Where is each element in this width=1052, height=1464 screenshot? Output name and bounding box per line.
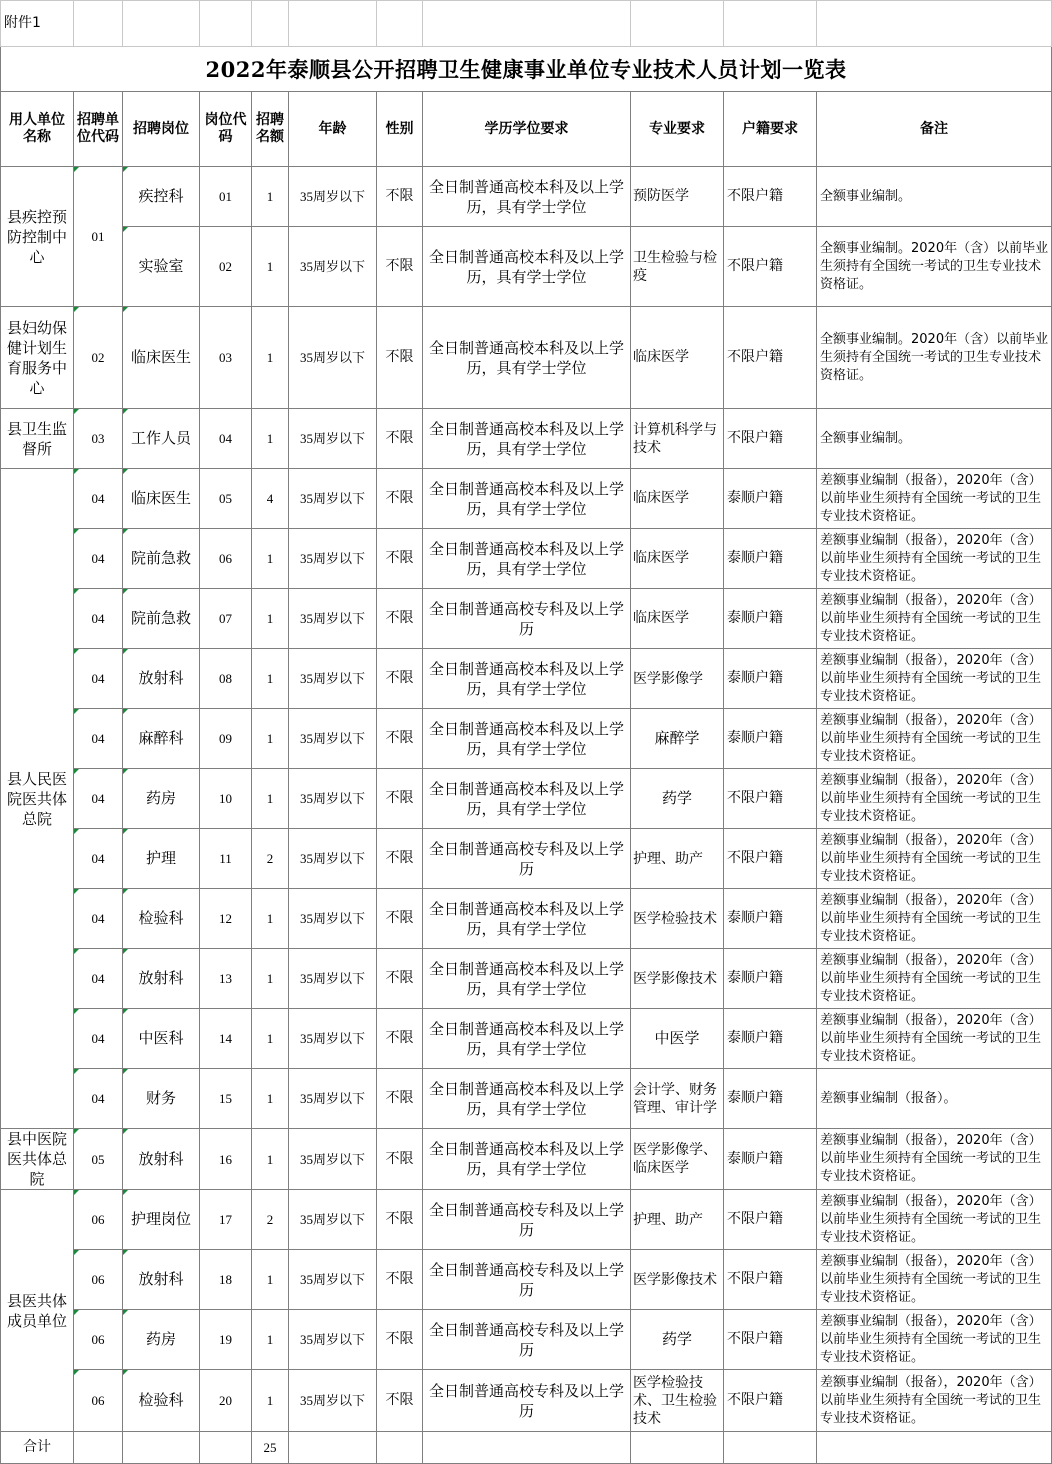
table-row [1, 1009, 1052, 1069]
quota-value: 1 [252, 889, 289, 949]
major-requirement: 药学 [631, 769, 724, 829]
empty-cell [289, 1432, 377, 1464]
gender-requirement: 不限 [377, 307, 423, 409]
gender-requirement: 不限 [377, 1250, 423, 1310]
table-row [1, 1190, 1052, 1250]
age-requirement: 35周岁以下 [289, 829, 377, 889]
post-name: 中医科 [123, 1009, 200, 1069]
table-row [1, 1370, 1052, 1432]
major-requirement: 临床医学 [631, 529, 724, 589]
header-age: 年龄 [289, 92, 377, 167]
header-education: 学历学位要求 [423, 92, 631, 167]
table-row [1, 167, 1052, 227]
education-requirement: 全日制普通高校本科及以上学历，具有学士学位 [423, 1069, 631, 1129]
unit-code: 04 [74, 469, 123, 529]
household-requirement: 不限户籍 [724, 769, 817, 829]
total-label: 合计 [1, 1432, 74, 1464]
unit-code: 06 [74, 1370, 123, 1432]
unit-code: 04 [74, 949, 123, 1009]
quota-value: 1 [252, 709, 289, 769]
post-code: 15 [200, 1069, 252, 1129]
table-row [1, 829, 1052, 889]
household-requirement: 不限户籍 [724, 409, 817, 469]
unit-code: 04 [74, 649, 123, 709]
quota-value: 1 [252, 1370, 289, 1432]
remark: 差额事业编制（报备），2020年（含）以前毕业生须持有全国统一考试的卫生专业技术资格证。 [817, 589, 1052, 649]
header-post: 招聘岗位 [123, 92, 200, 167]
post-name: 院前急救 [123, 529, 200, 589]
remark: 差额事业编制（报备），2020年（含）以前毕业生须持有全国统一考试的卫生专业技术资格证。 [817, 1370, 1052, 1432]
post-name: 放射科 [123, 949, 200, 1009]
unit-code: 04 [74, 769, 123, 829]
attachment-row [1, 1, 1052, 47]
education-requirement: 全日制普通高校本科及以上学历，具有学士学位 [423, 889, 631, 949]
age-requirement: 35周岁以下 [289, 1129, 377, 1190]
unit-code: 06 [74, 1190, 123, 1250]
empty-cell [724, 1432, 817, 1464]
post-code: 05 [200, 469, 252, 529]
major-requirement: 临床医学 [631, 307, 724, 409]
age-requirement: 35周岁以下 [289, 307, 377, 409]
education-requirement: 全日制普通高校本科及以上学历，具有学士学位 [423, 469, 631, 529]
age-requirement: 35周岁以下 [289, 889, 377, 949]
post-code: 02 [200, 227, 252, 307]
post-name: 药房 [123, 1310, 200, 1370]
post-code: 16 [200, 1129, 252, 1190]
household-requirement: 泰顺户籍 [724, 649, 817, 709]
header-unit-code: 招聘单位代码 [74, 92, 123, 167]
unit-code: 03 [74, 409, 123, 469]
household-requirement: 泰顺户籍 [724, 949, 817, 1009]
post-name: 检验科 [123, 1370, 200, 1432]
table-row [1, 469, 1052, 529]
table-row [1, 709, 1052, 769]
gender-requirement: 不限 [377, 649, 423, 709]
post-code: 13 [200, 949, 252, 1009]
age-requirement: 35周岁以下 [289, 1069, 377, 1129]
post-name: 药房 [123, 769, 200, 829]
post-code: 01 [200, 167, 252, 227]
post-name: 临床医生 [123, 469, 200, 529]
unit-code: 06 [74, 1250, 123, 1310]
age-requirement: 35周岁以下 [289, 709, 377, 769]
age-requirement: 35周岁以下 [289, 649, 377, 709]
household-requirement: 泰顺户籍 [724, 1009, 817, 1069]
education-requirement: 全日制普通高校专科及以上学历 [423, 1250, 631, 1310]
education-requirement: 全日制普通高校本科及以上学历，具有学士学位 [423, 1129, 631, 1190]
major-requirement: 护理、助产 [631, 829, 724, 889]
unit-code: 04 [74, 589, 123, 649]
table-row [1, 769, 1052, 829]
quota-value: 1 [252, 307, 289, 409]
household-requirement: 不限户籍 [724, 829, 817, 889]
post-name: 护理 [123, 829, 200, 889]
quota-value: 1 [252, 1069, 289, 1129]
gender-requirement: 不限 [377, 1370, 423, 1432]
quota-value: 1 [252, 1129, 289, 1190]
unit-code: 04 [74, 829, 123, 889]
age-requirement: 35周岁以下 [289, 409, 377, 469]
quota-value: 2 [252, 829, 289, 889]
major-requirement: 医学影像技术 [631, 1250, 724, 1310]
table-row [1, 1069, 1052, 1129]
remark: 差额事业编制（报备），2020年（含）以前毕业生须持有全国统一考试的卫生专业技术资格证。 [817, 709, 1052, 769]
unit-code: 04 [74, 1069, 123, 1129]
post-name: 放射科 [123, 649, 200, 709]
post-code: 18 [200, 1250, 252, 1310]
empty-cell [817, 1432, 1052, 1464]
table-row [1, 1250, 1052, 1310]
major-requirement: 预防医学 [631, 167, 724, 227]
education-requirement: 全日制普通高校专科及以上学历 [423, 1370, 631, 1432]
major-requirement: 医学检验技术 [631, 889, 724, 949]
age-requirement: 35周岁以下 [289, 1190, 377, 1250]
household-requirement: 泰顺户籍 [724, 889, 817, 949]
major-requirement: 卫生检验与检疫 [631, 227, 724, 307]
table-row [1, 1129, 1052, 1190]
education-requirement: 全日制普通高校本科及以上学历，具有学士学位 [423, 167, 631, 227]
age-requirement: 35周岁以下 [289, 469, 377, 529]
age-requirement: 35周岁以下 [289, 167, 377, 227]
household-requirement: 泰顺户籍 [724, 1129, 817, 1190]
education-requirement: 全日制普通高校本科及以上学历，具有学士学位 [423, 1009, 631, 1069]
unit-name: 县卫生监督所 [1, 409, 74, 469]
post-name: 实验室 [123, 227, 200, 307]
remark: 差额事业编制（报备），2020年（含）以前毕业生须持有全国统一考试的卫生专业技术资格证。 [817, 649, 1052, 709]
quota-value: 1 [252, 949, 289, 1009]
header-remark: 备注 [817, 92, 1052, 167]
gender-requirement: 不限 [377, 167, 423, 227]
household-requirement: 不限户籍 [724, 1310, 817, 1370]
post-name: 财务 [123, 1069, 200, 1129]
household-requirement: 不限户籍 [724, 1250, 817, 1310]
gender-requirement: 不限 [377, 409, 423, 469]
post-code: 20 [200, 1370, 252, 1432]
total-quota: 25 [252, 1432, 289, 1464]
gender-requirement: 不限 [377, 1129, 423, 1190]
unit-code: 04 [74, 889, 123, 949]
remark: 差额事业编制（报备），2020年（含）以前毕业生须持有全国统一考试的卫生专业技术资格证。 [817, 1009, 1052, 1069]
gender-requirement: 不限 [377, 889, 423, 949]
household-requirement: 不限户籍 [724, 1370, 817, 1432]
remark: 差额事业编制（报备），2020年（含）以前毕业生须持有全国统一考试的卫生专业技术资格证。 [817, 1250, 1052, 1310]
table-row [1, 409, 1052, 469]
unit-code: 05 [74, 1129, 123, 1190]
remark: 全额事业编制。2020年（含）以前毕业生须持有全国统一考试的卫生专业技术资格证。 [817, 307, 1052, 409]
major-requirement: 药学 [631, 1310, 724, 1370]
header-post-code: 岗位代码 [200, 92, 252, 167]
major-requirement: 计算机科学与技术 [631, 409, 724, 469]
header-quota: 招聘名额 [252, 92, 289, 167]
remark: 差额事业编制（报备），2020年（含）以前毕业生须持有全国统一考试的卫生专业技术资格证。 [817, 769, 1052, 829]
total-row [1, 1432, 1052, 1464]
unit-name: 县妇幼保健计划生育服务中心 [1, 307, 74, 409]
header-household: 户籍要求 [724, 92, 817, 167]
post-name: 麻醉科 [123, 709, 200, 769]
major-requirement: 医学影像学 [631, 649, 724, 709]
quota-value: 1 [252, 529, 289, 589]
education-requirement: 全日制普通高校本科及以上学历，具有学士学位 [423, 649, 631, 709]
table-row [1, 227, 1052, 307]
empty-cell [631, 1432, 724, 1464]
gender-requirement: 不限 [377, 949, 423, 1009]
education-requirement: 全日制普通高校本科及以上学历，具有学士学位 [423, 307, 631, 409]
post-code: 12 [200, 889, 252, 949]
age-requirement: 35周岁以下 [289, 1370, 377, 1432]
age-requirement: 35周岁以下 [289, 1250, 377, 1310]
remark: 差额事业编制（报备）。 [817, 1069, 1052, 1129]
post-name: 疾控科 [123, 167, 200, 227]
quota-value: 1 [252, 1310, 289, 1370]
gender-requirement: 不限 [377, 1069, 423, 1129]
education-requirement: 全日制普通高校专科及以上学历 [423, 829, 631, 889]
age-requirement: 35周岁以下 [289, 529, 377, 589]
quota-value: 1 [252, 167, 289, 227]
education-requirement: 全日制普通高校本科及以上学历，具有学士学位 [423, 949, 631, 1009]
household-requirement: 不限户籍 [724, 307, 817, 409]
age-requirement: 35周岁以下 [289, 769, 377, 829]
post-name: 临床医生 [123, 307, 200, 409]
header-unit: 用人单位名称 [1, 92, 74, 167]
remark: 差额事业编制（报备），2020年（含）以前毕业生须持有全国统一考试的卫生专业技术资格证。 [817, 469, 1052, 529]
table-row [1, 649, 1052, 709]
remark: 全额事业编制。 [817, 409, 1052, 469]
major-requirement: 会计学、财务管理、审计学 [631, 1069, 724, 1129]
education-requirement: 全日制普通高校专科及以上学历 [423, 1310, 631, 1370]
post-code: 19 [200, 1310, 252, 1370]
household-requirement: 泰顺户籍 [724, 589, 817, 649]
header-major: 专业要求 [631, 92, 724, 167]
table-row [1, 589, 1052, 649]
remark: 差额事业编制（报备），2020年（含）以前毕业生须持有全国统一考试的卫生专业技术资格证。 [817, 529, 1052, 589]
quota-value: 1 [252, 649, 289, 709]
remark: 全额事业编制。2020年（含）以前毕业生须持有全国统一考试的卫生专业技术资格证。 [817, 227, 1052, 307]
post-code: 08 [200, 649, 252, 709]
post-code: 09 [200, 709, 252, 769]
education-requirement: 全日制普通高校本科及以上学历，具有学士学位 [423, 409, 631, 469]
household-requirement: 不限户籍 [724, 1190, 817, 1250]
unit-name: 县医共体成员单位 [1, 1190, 74, 1432]
age-requirement: 35周岁以下 [289, 589, 377, 649]
post-code: 11 [200, 829, 252, 889]
post-code: 07 [200, 589, 252, 649]
post-code: 04 [200, 409, 252, 469]
education-requirement: 全日制普通高校本科及以上学历，具有学士学位 [423, 709, 631, 769]
post-code: 10 [200, 769, 252, 829]
remark: 差额事业编制（报备），2020年（含）以前毕业生须持有全国统一考试的卫生专业技术资格证。 [817, 829, 1052, 889]
gender-requirement: 不限 [377, 1190, 423, 1250]
age-requirement: 35周岁以下 [289, 1310, 377, 1370]
quota-value: 2 [252, 1190, 289, 1250]
post-code: 17 [200, 1190, 252, 1250]
remark: 差额事业编制（报备），2020年（含）以前毕业生须持有全国统一考试的卫生专业技术资格证。 [817, 889, 1052, 949]
major-requirement: 医学检验技术、卫生检验技术 [631, 1370, 724, 1432]
household-requirement: 泰顺户籍 [724, 469, 817, 529]
quota-value: 1 [252, 589, 289, 649]
household-requirement: 不限户籍 [724, 227, 817, 307]
gender-requirement: 不限 [377, 227, 423, 307]
table-row [1, 1310, 1052, 1370]
unit-code: 04 [74, 529, 123, 589]
major-requirement: 麻醉学 [631, 709, 724, 769]
post-name: 检验科 [123, 889, 200, 949]
empty-cell [423, 1432, 631, 1464]
remark: 差额事业编制（报备），2020年（含）以前毕业生须持有全国统一考试的卫生专业技术资格证。 [817, 1310, 1052, 1370]
empty-cell [123, 1432, 200, 1464]
age-requirement: 35周岁以下 [289, 1009, 377, 1069]
post-name: 放射科 [123, 1250, 200, 1310]
table-row [1, 529, 1052, 589]
gender-requirement: 不限 [377, 589, 423, 649]
major-requirement: 医学影像技术 [631, 949, 724, 1009]
post-name: 工作人员 [123, 409, 200, 469]
header-gender: 性别 [377, 92, 423, 167]
table-row [1, 889, 1052, 949]
remark: 差额事业编制（报备），2020年（含）以前毕业生须持有全国统一考试的卫生专业技术资格证。 [817, 1129, 1052, 1190]
quota-value: 1 [252, 769, 289, 829]
major-requirement: 临床医学 [631, 589, 724, 649]
table-row [1, 949, 1052, 1009]
unit-name: 县中医院医共体总院 [1, 1129, 74, 1190]
gender-requirement: 不限 [377, 709, 423, 769]
remark: 差额事业编制（报备），2020年（含）以前毕业生须持有全国统一考试的卫生专业技术资格证。 [817, 949, 1052, 1009]
post-name: 放射科 [123, 1129, 200, 1190]
household-requirement: 不限户籍 [724, 167, 817, 227]
post-name: 院前急救 [123, 589, 200, 649]
remark: 差额事业编制（报备），2020年（含）以前毕业生须持有全国统一考试的卫生专业技术资格证。 [817, 1190, 1052, 1250]
post-name: 护理岗位 [123, 1190, 200, 1250]
unit-name: 县疾控预防控制中心 [1, 167, 74, 307]
quota-value: 4 [252, 469, 289, 529]
quota-value: 1 [252, 227, 289, 307]
education-requirement: 全日制普通高校本科及以上学历，具有学士学位 [423, 227, 631, 307]
header-row [1, 92, 1052, 167]
unit-code: 02 [74, 307, 123, 409]
household-requirement: 泰顺户籍 [724, 529, 817, 589]
post-code: 14 [200, 1009, 252, 1069]
unit-code: 04 [74, 1009, 123, 1069]
gender-requirement: 不限 [377, 1009, 423, 1069]
attachment-label: 附件1 [1, 1, 74, 47]
gender-requirement: 不限 [377, 769, 423, 829]
gender-requirement: 不限 [377, 1310, 423, 1370]
title-row [1, 47, 1052, 92]
household-requirement: 泰顺户籍 [724, 1069, 817, 1129]
age-requirement: 35周岁以下 [289, 949, 377, 1009]
empty-cell [200, 1432, 252, 1464]
table-row [1, 307, 1052, 409]
post-code: 06 [200, 529, 252, 589]
page-title: 2022年泰顺县公开招聘卫生健康事业单位专业技术人员计划一览表 [1, 47, 1052, 92]
education-requirement: 全日制普通高校本科及以上学历，具有学士学位 [423, 769, 631, 829]
empty-cell [377, 1432, 423, 1464]
major-requirement: 医学影像学、临床医学 [631, 1129, 724, 1190]
gender-requirement: 不限 [377, 829, 423, 889]
major-requirement: 临床医学 [631, 469, 724, 529]
age-requirement: 35周岁以下 [289, 227, 377, 307]
unit-code: 01 [74, 167, 123, 307]
unit-name: 县人民医院医共体总院 [1, 469, 74, 1129]
remark: 全额事业编制。 [817, 167, 1052, 227]
gender-requirement: 不限 [377, 469, 423, 529]
empty-cell [74, 1432, 123, 1464]
education-requirement: 全日制普通高校本科及以上学历，具有学士学位 [423, 529, 631, 589]
major-requirement: 中医学 [631, 1009, 724, 1069]
quota-value: 1 [252, 1250, 289, 1310]
unit-code: 04 [74, 709, 123, 769]
quota-value: 1 [252, 409, 289, 469]
major-requirement: 护理、助产 [631, 1190, 724, 1250]
education-requirement: 全日制普通高校专科及以上学历 [423, 589, 631, 649]
unit-code: 06 [74, 1310, 123, 1370]
education-requirement: 全日制普通高校专科及以上学历 [423, 1190, 631, 1250]
household-requirement: 泰顺户籍 [724, 709, 817, 769]
gender-requirement: 不限 [377, 529, 423, 589]
post-code: 03 [200, 307, 252, 409]
quota-value: 1 [252, 1009, 289, 1069]
